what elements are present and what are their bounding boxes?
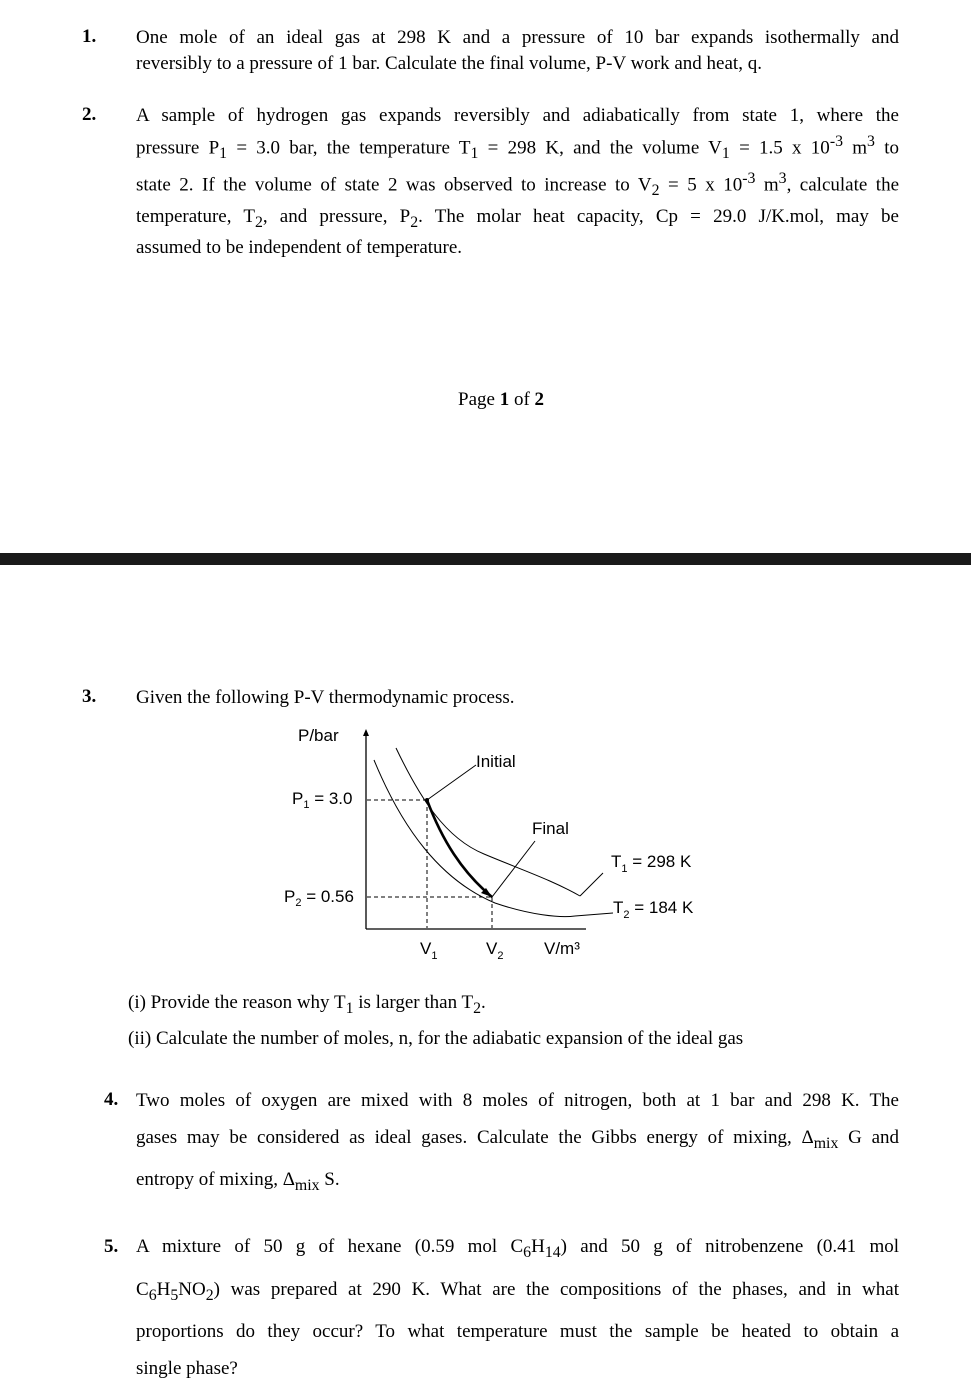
p2-label: $P_2 = 0.56$ xyxy=(284,887,354,909)
question-5-line: proportions do they occur? To what temperature must the sample be heated to obtain a xyxy=(136,1321,899,1342)
question-2-line: A sample of hydrogen gas expands reversibly and adiabatically from state 1, where the xyxy=(136,105,899,126)
question-1-number: 1. xyxy=(82,26,97,47)
question-5-line: $C_6H_5NO_2$) was prepared at 290 K. What are the compositions of the phases, and in what xyxy=(136,1278,899,1304)
t1-pointer xyxy=(580,873,603,896)
question-3-part-ii: (ii) Calculate the number of moles, n, for the adiabatic expansion of the ideal gas xyxy=(128,1028,744,1049)
v2-label: $V_2$ xyxy=(486,939,504,962)
y-axis-arrow xyxy=(363,729,369,736)
question-2-line: pressure $P_1 = 3.0$ bar, the temperature $T_1 = 298$ K, and the volume $V_1 = 1.5$ x $10^{-3}$ $m^3$ to xyxy=(136,132,900,162)
question-5-number: 5. xyxy=(104,1236,119,1257)
v1-label: $V_1$ xyxy=(420,939,438,962)
question-2-line: state 2. If the volume of state 2 was observed to increase to $V_2 = 5$ x $10^{-3}$ $m^3$, calculate the xyxy=(136,170,900,200)
final-pointer xyxy=(492,841,535,897)
question-4-line: gases may be considered as ideal gases. Calculate the Gibbs energy of mixing, $\Delta_{mix}$ G and xyxy=(136,1126,899,1152)
question-4-number: 4. xyxy=(104,1089,119,1110)
isotherm-t2 xyxy=(374,760,575,917)
question-2-text xyxy=(136,103,899,261)
question-3-intro: Given the following P-V thermodynamic process. xyxy=(136,687,515,708)
page-separator xyxy=(0,553,971,565)
question-2-line: temperature, $T_2$, and pressure, $P_2$. The molar heat capacity, Cp = 29.0 J/K.mol, may be xyxy=(136,205,899,231)
y-axis-label: P/bar xyxy=(298,726,339,745)
question-1-line: One mole of an ideal gas at 298 K and a pressure of 10 bar expands isothermally and xyxy=(136,27,899,48)
t1-label: $T_1 = 298$ K xyxy=(611,852,692,875)
initial-pointer xyxy=(427,765,476,800)
question-3-part-i: (i) Provide the reason why $T_1$ is larger than $T_2$. xyxy=(128,992,486,1017)
t2-pointer xyxy=(575,913,613,916)
question-2-line: assumed to be independent of temperature. xyxy=(136,237,463,259)
question-4-line: Two moles of oxygen are mixed with 8 moles of nitrogen, both at 1 bar and 298 K. The xyxy=(136,1090,899,1111)
question-5-line: A mixture of 50 g of hexane (0.59 mol $C_6H_{14}$) and 50 g of nitrobenzene (0.41 mol xyxy=(136,1236,900,1261)
t2-label: $T_2 = 184$ K xyxy=(613,898,694,921)
final-label: Final xyxy=(532,819,569,838)
question-1-line: reversibly to a pressure of 1 bar. Calculate the final volume, P-V work and heat, q. xyxy=(136,52,762,74)
x-axis-label: V/m³ xyxy=(544,939,580,958)
pv-diagram xyxy=(270,720,720,970)
question-3-number: 3. xyxy=(82,686,97,707)
question-5-line: single phase? xyxy=(136,1357,238,1379)
question-4-line: entropy of mixing, $\Delta_{mix}$ S. xyxy=(136,1169,340,1194)
question-1-text xyxy=(136,25,899,76)
initial-label: Initial xyxy=(476,752,516,771)
page-footer: Page 1 of 2 xyxy=(458,389,545,410)
question-5-text xyxy=(136,1229,899,1387)
p1-label: $P_1 = 3.0$ xyxy=(292,789,353,811)
question-4-text xyxy=(136,1083,899,1205)
question-2-number: 2. xyxy=(82,104,97,125)
